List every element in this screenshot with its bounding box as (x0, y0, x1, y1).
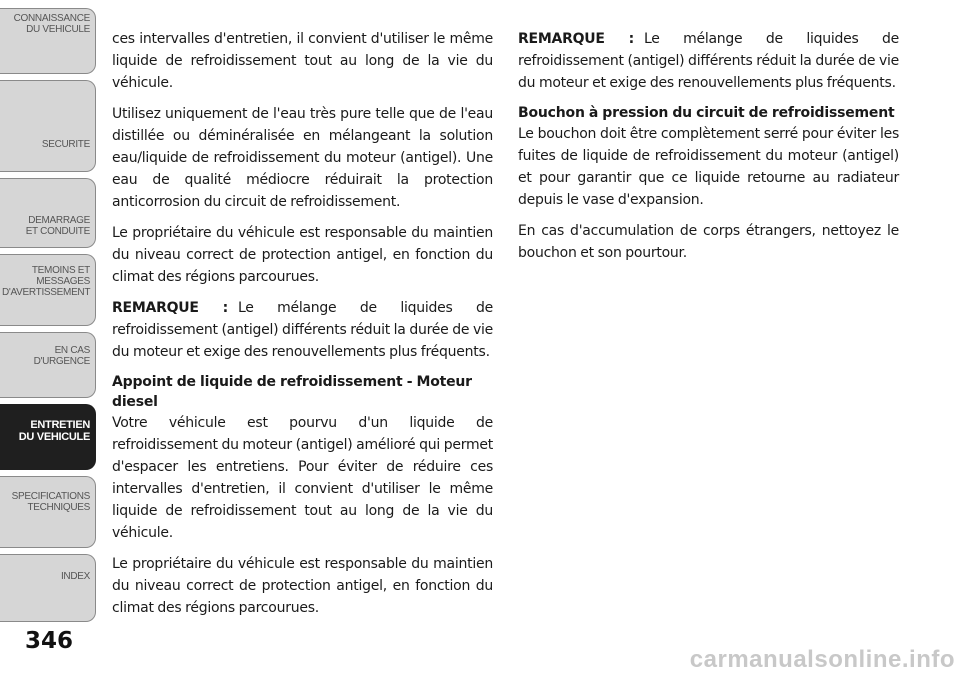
tab-entretien-du-vehicule[interactable] (0, 404, 96, 470)
tab-connaissance-du-vehicule[interactable] (0, 8, 96, 74)
tab-label: SECURITE (41, 139, 90, 150)
tab-label: CONNAISSANCE DU VEHICULE (13, 13, 90, 35)
section-heading: Bouchon à pression du circuit de refroidissement (518, 105, 895, 121)
note-label: REMARQUE : (112, 300, 228, 316)
paragraph: Le propriétaire du véhicule est responsable du maintien du niveau correct de protection antigel, en fonction du climat des régions parcourues. (112, 556, 493, 616)
paragraph: ces intervalles d'entretien, il convient d'utiliser le même liquide de refroidissement tout au long de la vie du véhicule. (112, 31, 493, 91)
tab-label: DEMARRAGE ET CONDUITE (25, 215, 90, 237)
paragraph: Utilisez uniquement de l'eau très pure telle que de l'eau distillée ou déminéralisée en mélangeant la solution eau/liquide de refroidissement du moteur (antigel). Une eau de qualité médiocre réduirait la protection anticorrosion du circuit de refroidissement. (112, 106, 493, 210)
tab-label: ENTRETIEN DU VEHICULE (18, 419, 90, 443)
tab-label: SPECIFICATIONS TECHNIQUES (11, 491, 90, 513)
tab-demarrage-et-conduite[interactable] (0, 178, 96, 248)
right-column (518, 28, 899, 273)
paragraph: Votre véhicule est pourvu d'un liquide de refroidissement du moteur (antigel) amélioré qui permet d'espacer les entretiens. Pour éviter de réduire ces intervalles d'entretien, il convient d'utiliser le même liquide de refroidissement tout au long de la vie du véhicule. (112, 415, 493, 541)
note-text: Le mélange de liquides de refroidissement (antigel) différents réduit la durée de vie du moteur et exige des renouvellements plus fréquents. (518, 31, 899, 91)
paragraph: Le propriétaire du véhicule est responsable du maintien du niveau correct de protection antigel, en fonction du climat des régions parcourues. (112, 225, 493, 285)
paragraph: En cas d'accumulation de corps étrangers, nettoyez le bouchon et son pourtour. (518, 223, 899, 261)
tab-index[interactable] (0, 554, 96, 622)
note-text: Le mélange de liquides de refroidissement (antigel) différents réduit la durée de vie du moteur et exige des renouvellements plus fréquents. (112, 300, 493, 360)
watermark: carmanualsonline.info (689, 646, 955, 673)
page-number: 346 (24, 628, 73, 654)
tab-label: EN CAS D'URGENCE (33, 345, 90, 367)
tab-specifications-techniques[interactable] (0, 476, 96, 548)
note-label: REMARQUE : (518, 31, 634, 47)
paragraph: Le bouchon doit être complètement serré pour éviter les fuites de liquide de refroidissement du moteur (antigel) et pour garantir que ce liquide retourne au radiateur depuis le vase d'expansion. (518, 126, 899, 208)
tab-temoins-et-messages[interactable] (0, 254, 96, 326)
section-heading: Appoint de liquide de refroidissement - Moteur diesel (112, 374, 472, 410)
tab-label: TEMOINS ET MESSAGES D'AVERTISSEMENT (2, 265, 91, 298)
tab-securite[interactable] (0, 80, 96, 172)
tab-en-cas-d-urgence[interactable] (0, 332, 96, 398)
note-paragraph (518, 28, 899, 94)
chapter-sidebar (0, 0, 98, 630)
tab-label: INDEX (60, 571, 90, 582)
left-column (112, 28, 493, 628)
note-paragraph (112, 297, 493, 363)
